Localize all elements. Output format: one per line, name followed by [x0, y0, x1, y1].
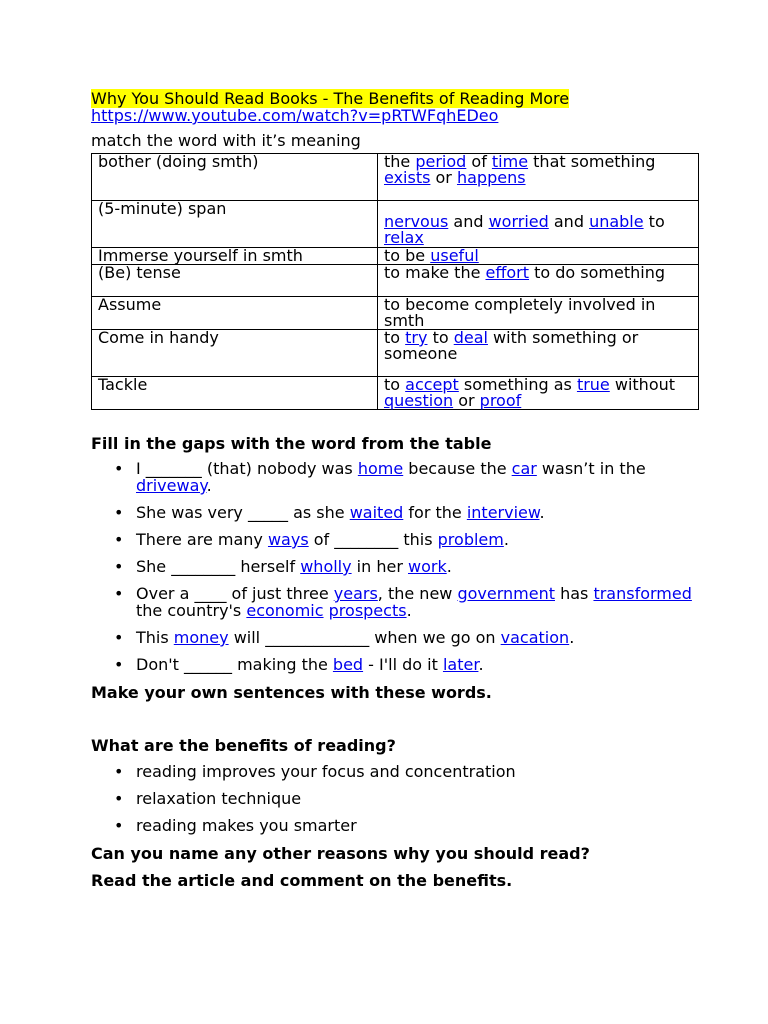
dictionary-link[interactable]: waited — [349, 503, 404, 522]
worksheet — [91, 90, 701, 891]
word-cell: Come in handy — [92, 330, 378, 377]
text-run: . — [206, 476, 212, 495]
text-run: the country's — [136, 601, 247, 620]
match-instruction: match the word with it’s meaning — [91, 131, 361, 150]
dictionary-link[interactable]: happens — [456, 168, 526, 187]
text-run: I _______ (that) nobody was — [136, 459, 358, 478]
text-run: to make the — [384, 263, 486, 282]
text-run: . — [446, 557, 452, 576]
vocabulary-table — [91, 153, 699, 410]
word-cell: (5-minute) span — [92, 201, 378, 248]
text-run: for the — [403, 503, 467, 522]
dictionary-link[interactable]: government — [457, 584, 555, 603]
dictionary-link[interactable]: accept — [405, 375, 459, 394]
text-run: . — [478, 655, 484, 674]
text-run: . — [503, 530, 509, 549]
text-run: Over a ____ of just three — [136, 584, 334, 603]
dictionary-link[interactable]: relax — [384, 228, 424, 247]
text-run: to do something — [529, 263, 666, 282]
meaning-cell — [378, 377, 699, 410]
word-cell: (Be) tense — [92, 265, 378, 297]
fill-gaps-list — [91, 460, 701, 673]
text-run: . — [406, 601, 412, 620]
text-run: has — [555, 584, 594, 603]
text-run: of ________ this — [308, 530, 438, 549]
text-run: , the new — [377, 584, 458, 603]
text-run: - I'll do it — [363, 655, 443, 674]
text-run: wasn’t in the — [536, 459, 646, 478]
meaning-cell — [378, 154, 699, 201]
dictionary-link[interactable]: prospects — [328, 601, 407, 620]
text-run: will _____________ when we go on — [228, 628, 501, 647]
text-run: that something — [528, 152, 656, 171]
dictionary-link[interactable]: question — [384, 391, 454, 410]
dictionary-link[interactable]: problem — [437, 530, 504, 549]
video-link[interactable]: https://www.youtube.com/watch?v=pRTWFqhEDeo — [91, 106, 499, 125]
meaning-cell — [378, 330, 699, 377]
meaning-cell — [378, 297, 699, 330]
dictionary-link[interactable]: deal — [453, 328, 488, 347]
text-run: She was very _____ as she — [136, 503, 350, 522]
dictionary-link[interactable]: transformed — [593, 584, 692, 603]
table-row — [92, 330, 699, 377]
text-run: Don't ______ making the — [136, 655, 333, 674]
dictionary-link[interactable]: bed — [332, 655, 364, 674]
benefits-list — [91, 763, 701, 834]
dictionary-link[interactable]: exists — [384, 168, 431, 187]
dictionary-link[interactable]: proof — [479, 391, 522, 410]
dictionary-link[interactable]: economic — [246, 601, 324, 620]
word-cell: Immerse yourself in smth — [92, 248, 378, 265]
table-row — [92, 154, 699, 201]
dictionary-link[interactable]: unable — [589, 212, 644, 231]
dictionary-link[interactable]: true — [576, 375, 610, 394]
text-run: There are many — [136, 530, 268, 549]
list-item — [136, 504, 701, 521]
list-item — [136, 585, 701, 619]
dictionary-link[interactable]: car — [511, 459, 537, 478]
dictionary-link[interactable]: vacation — [500, 628, 570, 647]
text-run: or — [430, 168, 457, 187]
table-row — [92, 265, 699, 297]
text-run: without — [609, 375, 676, 394]
text-run: in her — [351, 557, 408, 576]
word-cell: bother (doing smth) — [92, 154, 378, 201]
text-run: to be — [384, 246, 431, 265]
text-run: of — [466, 152, 492, 171]
text-run: . — [569, 628, 575, 647]
article-task: Read the article and comment on the benefits. — [91, 871, 513, 890]
text-run: or — [453, 391, 480, 410]
text-run: the — [384, 152, 416, 171]
page-title: Why You Should Read Books - The Benefits of Reading More — [91, 89, 570, 108]
meaning-cell — [378, 201, 699, 248]
text-run: . — [539, 503, 545, 522]
dictionary-link[interactable]: useful — [430, 246, 479, 265]
text-run: because the — [403, 459, 512, 478]
dictionary-link[interactable]: ways — [267, 530, 309, 549]
dictionary-link[interactable]: time — [491, 152, 529, 171]
own-sentences-heading: Make your own sentences with these words. — [91, 683, 492, 702]
text-run: This — [136, 628, 174, 647]
text-run: to — [427, 328, 454, 347]
text-run: to — [643, 212, 665, 231]
fill-gaps-heading: Fill in the gaps with the word from the table — [91, 434, 492, 453]
dictionary-link[interactable]: work — [408, 557, 447, 576]
dictionary-link[interactable]: money — [173, 628, 229, 647]
list-item — [136, 558, 701, 575]
dictionary-link[interactable]: effort — [485, 263, 530, 282]
list-item: • reading makes you smarter — [136, 817, 701, 834]
meaning-cell — [378, 248, 699, 265]
text-run: to — [384, 375, 406, 394]
word-cell: Tackle — [92, 377, 378, 410]
dictionary-link[interactable]: years — [333, 584, 378, 603]
text-run: to become completely involved in smth — [384, 295, 656, 330]
list-item — [136, 531, 701, 548]
dictionary-link[interactable]: period — [415, 152, 467, 171]
dictionary-link[interactable]: later — [442, 655, 479, 674]
text-run: with something or someone — [384, 328, 639, 363]
dictionary-link[interactable]: home — [357, 459, 404, 478]
text-run: something as — [458, 375, 577, 394]
text-run: and — [548, 212, 590, 231]
dictionary-link[interactable]: driveway — [136, 476, 207, 495]
dictionary-link[interactable]: nervous — [384, 212, 449, 231]
dictionary-link[interactable]: interview — [466, 503, 540, 522]
table-row — [92, 201, 699, 248]
dictionary-link[interactable]: worried — [488, 212, 549, 231]
table-row — [92, 248, 699, 265]
list-item: • relaxation technique — [136, 790, 701, 807]
table-row — [92, 297, 699, 330]
text-run: and — [448, 212, 489, 231]
list-item — [136, 460, 701, 494]
benefits-heading: What are the benefits of reading? — [91, 736, 396, 755]
dictionary-link[interactable]: wholly — [300, 557, 352, 576]
list-item: • reading improves your focus and concentration — [136, 763, 701, 780]
meaning-cell — [378, 265, 699, 297]
table-row — [92, 377, 699, 410]
other-reasons-question: Can you name any other reasons why you should read? — [91, 844, 590, 863]
list-item — [136, 629, 701, 646]
dictionary-link[interactable]: try — [405, 328, 428, 347]
text-run: to — [384, 328, 406, 347]
word-cell: Assume — [92, 297, 378, 330]
list-item — [136, 656, 701, 673]
text-run: She ________ herself — [136, 557, 301, 576]
